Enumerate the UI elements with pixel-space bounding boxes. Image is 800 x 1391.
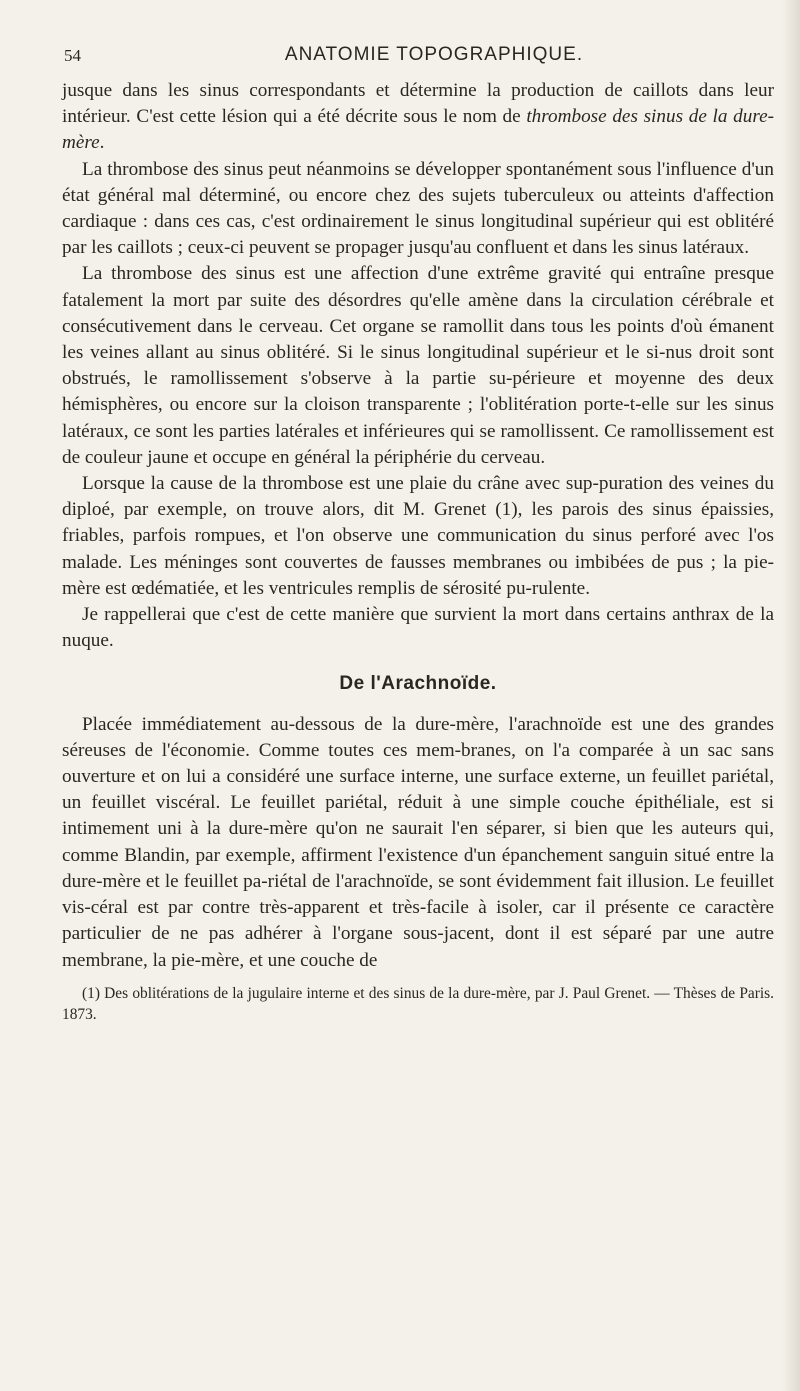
paragraph-4: Lorsque la cause de la thrombose est une plaie du crâne avec sup-puration des veines du diploé, par exemple, on trouve alors, dit M. Grenet (1), les parois des sinus épaissies, friables, parfois rompues, et l'on observe une communication du sinus perforé avec l'os malade. Les méninges sont couvertes de fausses membranes ou imbibées de pus ; la pie-mère est œdématiée, et les ventricules remplis de sérosité pu-rulente. [62,473,774,599]
paragraph-1-text-a: jusque dans les sinus correspondants et détermine la production de caillots dans leur intérieur. C'est cette lésion qui a été décrite sous le nom de [62,80,774,128]
running-head: ANATOMIE TOPOGRAPHIQUE. [284,44,584,65]
paragraph-6: Placée immédiatement au-dessous de la dure-mère, l'arachnoïde est une des grandes séreuses de l'économie. Comme toutes ces mem-branes, on l'a comparée à un sac sans ouverture et on lui a considéré une surface interne, une surface externe, un feuillet pariétal, un feuillet viscéral. Le feuillet pariétal, réduit à une simple couche épithéliale, est si intimement uni à la dure-mère qu'on ne saurait l'en séparer, si bien que les auteurs qui, comme Blandin, par exemple, affirment l'existence d'un épanchement sanguin situé entre la dure-mère et le feuillet pa-riétal de l'arachnoïde, se sont évidemment fait illusion. Le feuillet vis-céral est par contre très-apparent et très-facile à isoler, car il présente ce caractère particulier de ne pas adhérer à l'organe sous-jacent, dont il est séparé par une autre membrane, la pie-mère, et une couche de [62,713,774,971]
paragraph-1-text-b: . [99,132,105,154]
body-text [62,78,774,1025]
paragraph-1-italic: thrombose des sinus de la dure-mère [62,106,774,154]
section-heading: De l'Arachnoïde. [339,673,497,695]
footnote: (1) Des oblitérations de la jugulaire interne et des sinus de la dure-mère, par J. Paul Grenet. — Thèses de Paris. 1873. [62,984,774,1023]
paragraph-3: La thrombose des sinus est une affection d'une extrême gravité qui entraîne presque fatalement la mort par suite des désordres qu'elle amène dans la circulation cérébrale et consécutivement dans le cerveau. Cet organe se ramollit dans tous les points d'où émanent les veines allant au sinus oblitéré. Si le sinus longitudinal supérieur et le si-nus droit sont obstrués, le ramollissement s'observe à la partie su-périeure et moyenne des deux hémisphères, ou encore sur la cloison transparente ; l'oblitération porte-t-elle sur les sinus latéraux, ce sont les parties latérales et inférieures qui se ramollissent. Ce ramollissement est de couleur jaune et occupe en général la périphérie du cerveau. [62,263,774,468]
page-header [64,40,784,70]
paragraph-5: Je rappellerai que c'est de cette manière que survient la mort dans certains anthrax de la nuque. [62,604,774,652]
page-number: 54 [64,46,81,65]
paragraph-1 [62,78,774,157]
paragraph-2: La thrombose des sinus peut néanmoins se développer spontanément sous l'influence d'un état général mal déterminé, ou encore chez des sujets tuberculeux ou atteints d'affection cardiaque : dans ces cas, c'est ordinairement le sinus longitudinal supérieur qui est oblitéré par les caillots ; ceux-ci peuvent se propager jusqu'au confluent et dans les sinus latéraux. [62,158,774,259]
page-edge-shadow [782,0,800,1391]
